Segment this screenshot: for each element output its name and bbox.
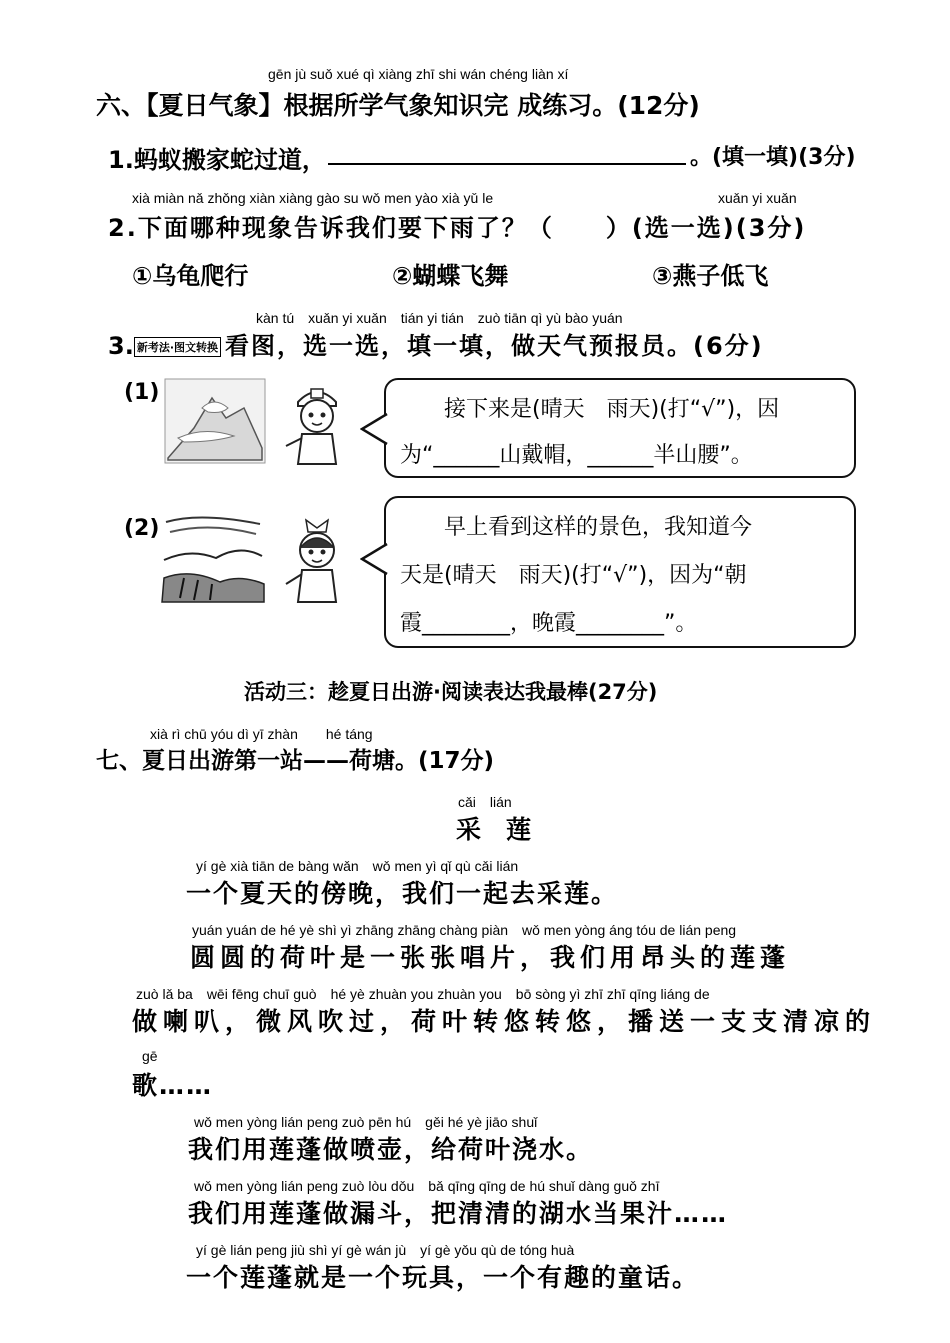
section6-title: 六、【夏日气象】根据所学气象知识完 成练习。(12分) xyxy=(96,91,700,120)
q3-item2-bubble xyxy=(384,496,856,648)
poem-line-pinyin: gē xyxy=(142,1048,158,1064)
bubble-tail xyxy=(360,412,388,446)
q3-item2-line2: 天是(晴天 雨天)(打“√”)，因为“朝 xyxy=(400,563,747,588)
q1-tail: 。(填一填)(3分) xyxy=(690,145,856,170)
q3-item2-label: (2) xyxy=(124,516,160,541)
poem-line: 歌…… xyxy=(132,1071,214,1100)
section7-title: 七、夏日出游第一站——荷塘。(17分) xyxy=(96,748,495,774)
q1-text: 1.蚂蚁搬家蛇过道， xyxy=(108,146,326,174)
q3-text: 看图，选一选，填一填，做天气预报员。(6分) xyxy=(225,332,764,360)
q3-item1-label: (1) xyxy=(124,380,160,405)
poem-line-pinyin: yuán yuán de hé yè shì yì zhāng zhāng chàng piàn wǒ men yòng áng tóu de lián peng xyxy=(192,922,737,938)
q2-option-1[interactable]: ①乌龟爬行 xyxy=(132,262,249,290)
section6-pinyin: gēn jù suǒ xué qì xiàng zhī shi wán chéng liàn xí xyxy=(268,66,569,82)
poem-line: 我们用莲蓬做喷壶，给荷叶浇水。 xyxy=(188,1135,594,1164)
q2-option-2[interactable]: ②蝴蝶飞舞 xyxy=(392,262,509,290)
poem-line-pinyin: wǒ men yòng lián peng zuò lòu dǒu bǎ qīng qīng de hú shuǐ dàng guǒ zhī xyxy=(194,1178,660,1194)
q3-item2-line1: 早上看到这样的景色，我知道今 xyxy=(444,515,753,540)
poem-line-pinyin: wǒ men yòng lián peng zuò pēn hú gěi hé yè jiāo shuǐ xyxy=(194,1114,538,1130)
mountain-cloud-image xyxy=(164,378,266,464)
poem-title: 采 莲 xyxy=(456,815,532,844)
poem-line: 圆圆的荷叶是一张张唱片，我们用昂头的莲蓬 xyxy=(190,943,791,972)
poem-line: 一个夏天的傍晚，我们一起去采莲。 xyxy=(186,879,619,908)
q2-pinyin-right: xuǎn yi xuǎn xyxy=(718,190,797,206)
q2-pinyin: xià miàn nǎ zhǒng xiàn xiàng gào su wǒ men yào xià yǔ le xyxy=(132,190,494,206)
q3-item1-line2: 为“______山戴帽，______半山腰”。 xyxy=(400,443,753,468)
q3-tag: 新考法·图文转换 xyxy=(134,337,221,357)
boy-avatar xyxy=(282,376,352,466)
bubble-tail xyxy=(360,542,388,576)
q2-text: 2.下面哪种现象告诉我们要下雨了？（ ）(选一选)(3分) xyxy=(108,214,807,242)
q2-option-3[interactable]: ③燕子低飞 xyxy=(652,262,769,290)
poem-line-pinyin: zuò lǎ ba wēi fēng chuī guò hé yè zhuàn you zhuàn you bō sòng yì zhī zhī qīng liáng de xyxy=(136,986,710,1002)
activity3-title: 活动三：趁夏日出游·阅读表达我最棒(27分) xyxy=(244,680,658,704)
poem-line: 一个莲蓬就是一个玩具，一个有趣的童话。 xyxy=(186,1263,700,1292)
q3-number: 3. xyxy=(108,332,134,360)
q3-pinyin: kàn tú xuǎn yi xuǎn tián yi tián zuò tiān qì yù bào yuán xyxy=(256,310,623,326)
q3-item1-bubble xyxy=(384,378,856,478)
q3-item2-line3: 霞________，晚霞________”。 xyxy=(400,611,698,636)
section7-pinyin: xià rì chū yóu dì yī zhàn hé táng xyxy=(150,726,373,742)
poem-line-pinyin: yí gè xià tiān de bàng wǎn wǒ men yì qǐ qù cǎi lián xyxy=(196,858,519,874)
poem-line: 我们用莲蓬做漏斗，把清清的湖水当果汁…… xyxy=(188,1199,729,1228)
q1-answer-line[interactable] xyxy=(328,163,686,165)
girl-avatar xyxy=(282,512,352,606)
sunrise-landscape-image xyxy=(160,508,266,604)
poem-line: 做喇叭，微风吹过，荷叶转悠转悠，播送一支支清凉的 xyxy=(132,1007,877,1036)
q3-heading xyxy=(108,326,764,361)
poem-line-pinyin: yí gè lián peng jiù shì yí gè wán jù yí gè yǒu qù de tóng huà xyxy=(196,1242,575,1258)
poem-title-pinyin: cǎi lián xyxy=(458,794,512,810)
q3-item1-line1: 接下来是(晴天 雨天)(打“√”)，因 xyxy=(444,397,780,422)
